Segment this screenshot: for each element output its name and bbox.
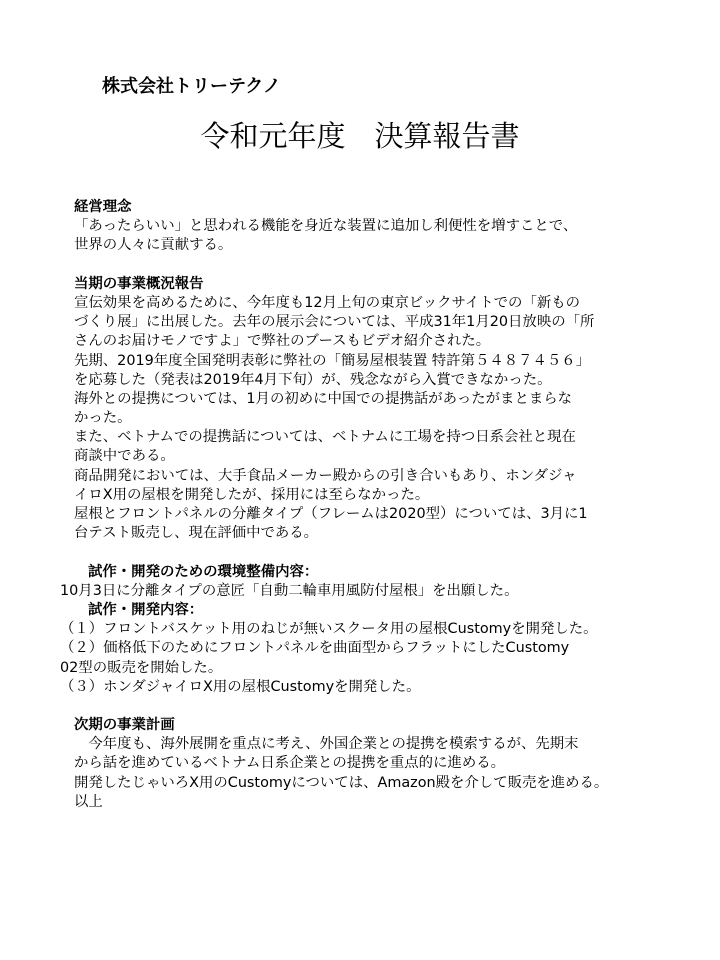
overview-line: 海外との提携については、1月の初めに中国での提携話があったがまとまらな	[74, 390, 573, 407]
development-line: 02型の販売を開始した。	[60, 659, 223, 676]
closing-text: 以上	[74, 793, 103, 810]
document-body	[60, 198, 694, 812]
development-heading: 試作・開発内容：	[88, 601, 204, 618]
plan-heading: 次期の事業計画	[74, 717, 175, 734]
overview-line: づくり展」に出展した。去年の展示会については、平成31年1月20日放映の「所	[74, 314, 595, 331]
plan-line: 開発したじゃいろX用のCustomyについては、Amazon殿を介して販売を進める。	[74, 774, 609, 791]
document-title: 令和元年度 決算報告書	[200, 119, 520, 153]
philosophy-line: 「あったらいい」と思われる機能を身近な装置に追加し利便性を増すことで、	[74, 218, 578, 235]
plan-line: 今年度も、海外展開を重点に考え、外国企業との提携を模索するが、先期末	[74, 736, 579, 753]
overview-line: を応募した（発表は2019年4月下旬）が、残念ながら入賞できなかった。	[74, 371, 552, 388]
overview-line: 先期、2019年度全国発明表彰に弊社の「簡易屋根装置 特許第５４８７４５６」	[74, 352, 591, 369]
overview-line: かった。	[74, 410, 132, 427]
overview-heading: 当期の事業概況報告	[74, 275, 204, 292]
development-line: （２）価格低下のためにフロントパネルを曲面型からフラットにしたCustomy	[60, 640, 570, 657]
overview-line: 商品開発においては、大手食品メーカー殿からの引き合いもあり、ホンダジャ	[74, 467, 577, 484]
company-name: 株式会社トリーテクノ	[102, 76, 281, 97]
overview-line: また、ベトナムでの提携話については、ベトナムに工場を持つ日系会社と現在	[74, 429, 576, 446]
overview-line: さんのお届けモノですよ」で弊社のブースもビデオ紹介された。	[74, 333, 491, 350]
overview-line: 宣伝効果を高めるために、今年度も12月上旬の東京ビックサイトでの「新もの	[74, 294, 581, 311]
overview-line: 商談中である。	[74, 448, 175, 465]
overview-line: 台テスト販売し、現在評価中である。	[74, 525, 319, 542]
environment-heading: 試作・開発のための環境整備内容：	[88, 563, 319, 580]
overview-line: 屋根とフロントパネルの分離タイプ（フレームは2020型）については、3月に1	[74, 506, 588, 522]
development-line: （１）フロントバスケット用のねじが無いスクータ用の屋根Customyを開発した。	[60, 621, 598, 638]
philosophy-line: 世界の人々に貢献する。	[74, 237, 233, 254]
development-line: （３）ホンダジャイロX用の屋根Customyを開発した。	[60, 678, 421, 695]
environment-line: 10月3日に分離タイプの意匠「自動二輪車用風防付屋根」を出願した。	[60, 582, 519, 599]
philosophy-heading: 経営理念	[74, 199, 132, 215]
overview-line: イロX用の屋根を開発したが、採用には至らなかった。	[74, 486, 430, 503]
plan-line: から話を進めているベトナム日系企業との提携を重点的に進める。	[74, 755, 506, 772]
